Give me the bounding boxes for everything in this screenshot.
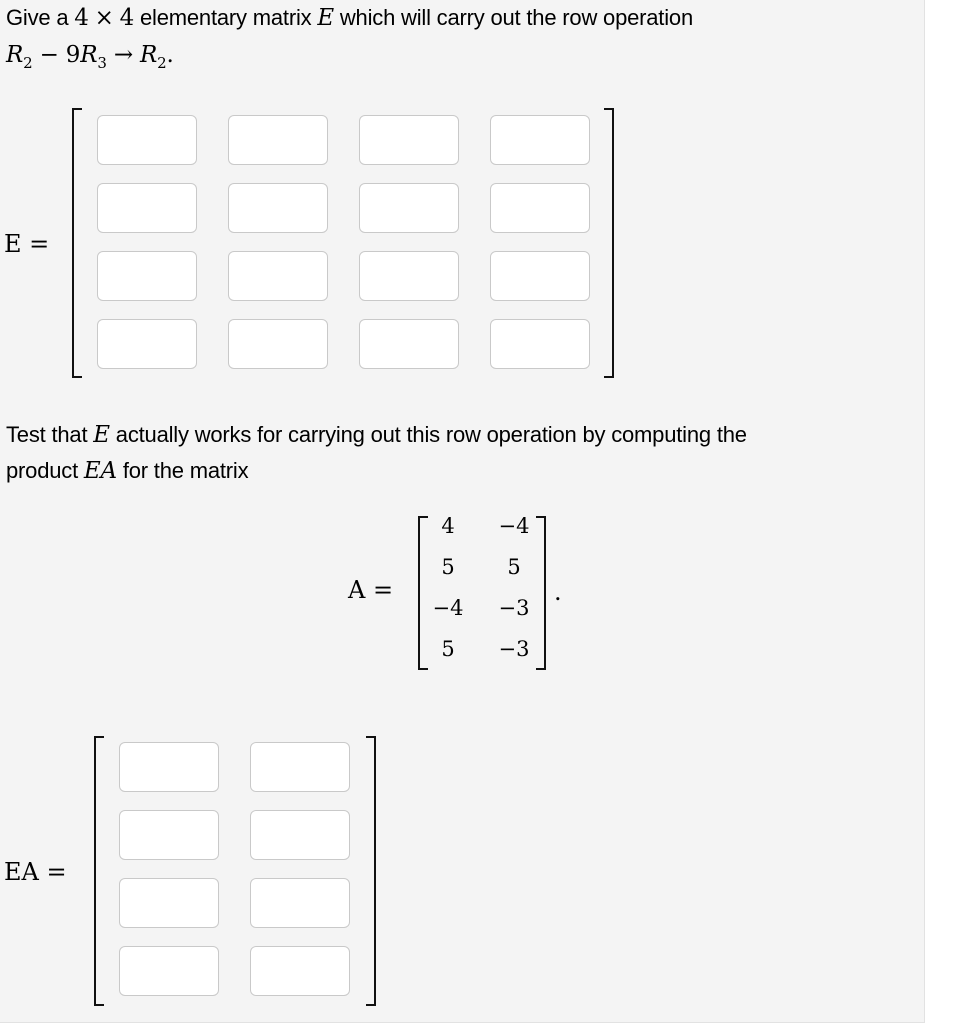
matrix-ea-cell-r3-c2[interactable]: [250, 878, 350, 928]
matrix-e-cell-r3-c2[interactable]: [228, 251, 328, 301]
test-text-post: actually works for carrying out this row operation by computing the: [109, 422, 747, 447]
matrix-e-cell-r2-c4[interactable]: [490, 183, 590, 233]
times-symbol: ×: [94, 5, 114, 31]
matrix-ea-cell-r3-c1[interactable]: [119, 878, 219, 928]
op-r2: R: [6, 42, 24, 68]
matrix-a-label: A =: [348, 576, 394, 604]
matrix-e-cell-r3-c1[interactable]: [97, 251, 197, 301]
test-var-e: E: [93, 422, 110, 448]
op-target-sub: 2: [157, 54, 167, 72]
matrix-e-cell-r1-c4[interactable]: [490, 115, 590, 165]
matrix-var-e: E: [317, 5, 334, 31]
question-prompt-line3: [6, 458, 248, 484]
matrix-a-entry-r1-c2: −4: [498, 514, 530, 538]
matrix-e-cell-r1-c3[interactable]: [359, 115, 459, 165]
matrix-a-entry-r3-c1: −4: [432, 596, 464, 620]
prompt-text-post: which will carry out the row operation: [333, 5, 693, 30]
dim-rows: 4: [74, 5, 89, 31]
product-text-post: for the matrix: [116, 458, 249, 483]
question-prompt-line2: [6, 422, 747, 448]
question-prompt-line1: [6, 5, 693, 31]
matrix-e-cell-r2-c2[interactable]: [228, 183, 328, 233]
prompt-text-pre: Give a: [6, 5, 75, 30]
matrix-a-entry-r1-c1: 4: [441, 514, 455, 538]
op-r3: R: [80, 42, 98, 68]
matrix-e-cell-r3-c3[interactable]: [359, 251, 459, 301]
matrix-a-entry-r4-c1: 5: [441, 637, 455, 661]
matrix-e-left-bracket: [72, 108, 82, 378]
matrix-ea-cell-r2-c2[interactable]: [250, 810, 350, 860]
matrix-e-cell-r4-c3[interactable]: [359, 319, 459, 369]
product-text-pre: product: [6, 458, 84, 483]
matrix-ea-left-bracket: [94, 736, 104, 1006]
matrix-a-entry-r3-c2: −3: [498, 596, 530, 620]
op-r2-sub: 2: [23, 54, 33, 72]
matrix-ea-cell-r1-c2[interactable]: [250, 742, 350, 792]
op-minus: −: [39, 42, 59, 68]
matrix-e-cell-r4-c2[interactable]: [228, 319, 328, 369]
matrix-e-right-bracket: [604, 108, 614, 378]
op-r3-sub: 3: [97, 54, 107, 72]
op-period: .: [166, 42, 174, 68]
dim-cols: 4: [119, 5, 135, 31]
op-arrow: →: [113, 42, 133, 68]
matrix-ea-cell-r4-c1[interactable]: [119, 946, 219, 996]
matrix-ea-label: EA =: [4, 858, 67, 886]
matrix-e-cell-r4-c1[interactable]: [97, 319, 197, 369]
matrix-e-cell-r3-c4[interactable]: [490, 251, 590, 301]
matrix-a-entry-r2-c1: 5: [441, 555, 455, 579]
matrix-e-cell-r2-c1[interactable]: [97, 183, 197, 233]
matrix-e-label: E =: [4, 230, 50, 258]
matrix-ea-cell-r1-c1[interactable]: [119, 742, 219, 792]
row-operation: [6, 42, 174, 70]
matrix-e-cell-r4-c4[interactable]: [490, 319, 590, 369]
op-target: R: [140, 42, 158, 68]
matrix-e-cell-r2-c3[interactable]: [359, 183, 459, 233]
matrix-a-entry-r2-c2: 5: [507, 555, 521, 579]
matrix-e-cell-r1-c1[interactable]: [97, 115, 197, 165]
matrix-ea-right-bracket: [366, 736, 376, 1006]
matrix-ea-cell-r2-c1[interactable]: [119, 810, 219, 860]
product-var-ea: EA: [83, 458, 117, 484]
matrix-ea-cell-r4-c2[interactable]: [250, 946, 350, 996]
matrix-a-period: .: [554, 578, 562, 606]
op-coef: 9: [65, 42, 81, 68]
test-text-pre: Test that: [6, 422, 94, 447]
matrix-e-cell-r1-c2[interactable]: [228, 115, 328, 165]
prompt-text-mid: elementary matrix: [134, 5, 318, 30]
matrix-a-entry-r4-c2: −3: [498, 637, 530, 661]
